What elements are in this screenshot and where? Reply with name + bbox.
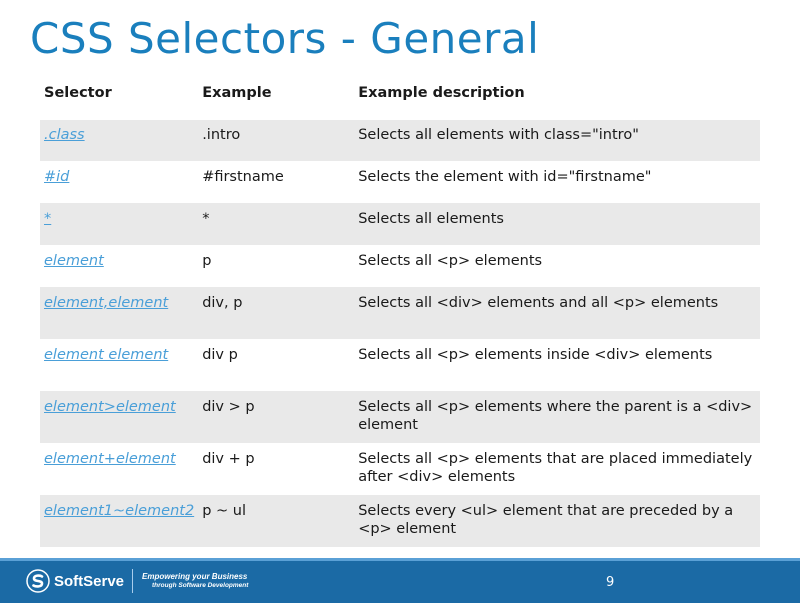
softserve-logo	[26, 569, 124, 593]
header-example: Example	[202, 85, 272, 101]
description-cell: Selects all <p> elements	[354, 246, 760, 288]
description-cell: Selects all <p> elements that are placed immediately after <div> elements	[354, 444, 760, 496]
selector-link[interactable]: element	[44, 253, 104, 269]
table-row	[40, 496, 760, 548]
page-title: CSS Selectors - General	[30, 14, 540, 63]
table-row	[40, 340, 760, 392]
selectors-table	[40, 78, 760, 547]
description-cell: Selects all <p> elements where the parent is a <div> element	[358, 399, 753, 433]
selector-link[interactable]: element,element	[44, 295, 169, 311]
table-row	[40, 288, 760, 340]
selector-link[interactable]: element element	[44, 347, 169, 363]
description-cell: Selects every <ul> element that are preceded by a <p> element	[358, 503, 734, 537]
header-selector: Selector	[44, 85, 112, 101]
example-cell: p ~ ul	[202, 503, 246, 519]
selector-link[interactable]: element+element	[44, 451, 176, 467]
softserve-logo-icon	[26, 569, 50, 593]
example-cell: .intro	[202, 127, 241, 143]
selector-link[interactable]: .class	[44, 127, 85, 143]
table-row	[40, 392, 760, 444]
example-cell: *	[202, 211, 210, 227]
header-description: Example description	[358, 85, 525, 101]
selector-link[interactable]: element1~element2	[44, 503, 195, 519]
footer-tagline	[142, 572, 248, 590]
description-cell: Selects all elements	[358, 211, 504, 227]
example-cell: #firstname	[198, 162, 354, 204]
selector-link[interactable]: #id	[44, 169, 70, 185]
description-cell: Selects the element with id="firstname"	[354, 162, 760, 204]
example-cell: p	[198, 246, 354, 288]
selector-link[interactable]: *	[44, 211, 52, 227]
example-cell: div + p	[198, 444, 354, 496]
selector-link[interactable]: element>element	[44, 399, 176, 415]
table-row	[40, 162, 760, 204]
table-row	[40, 204, 760, 246]
table-row	[40, 246, 760, 288]
footer-bar	[0, 558, 800, 603]
page-number: 9	[606, 575, 615, 590]
description-cell: Selects all elements with class="intro"	[358, 127, 639, 143]
table-row	[40, 444, 760, 496]
description-cell: Selects all <p> elements inside <div> elements	[354, 340, 760, 392]
description-cell: Selects all <div> elements and all <p> elements	[358, 295, 719, 311]
tagline-line-2: through Software Development	[152, 582, 249, 589]
example-cell: div p	[198, 340, 354, 392]
table-row	[40, 120, 760, 162]
footer-divider	[132, 569, 133, 593]
table-header-row	[40, 78, 760, 120]
logo-text: SoftServe	[54, 572, 125, 590]
tagline-line-1: Empowering your Business	[142, 572, 248, 581]
example-cell: div, p	[202, 295, 243, 311]
example-cell: div > p	[202, 399, 255, 415]
